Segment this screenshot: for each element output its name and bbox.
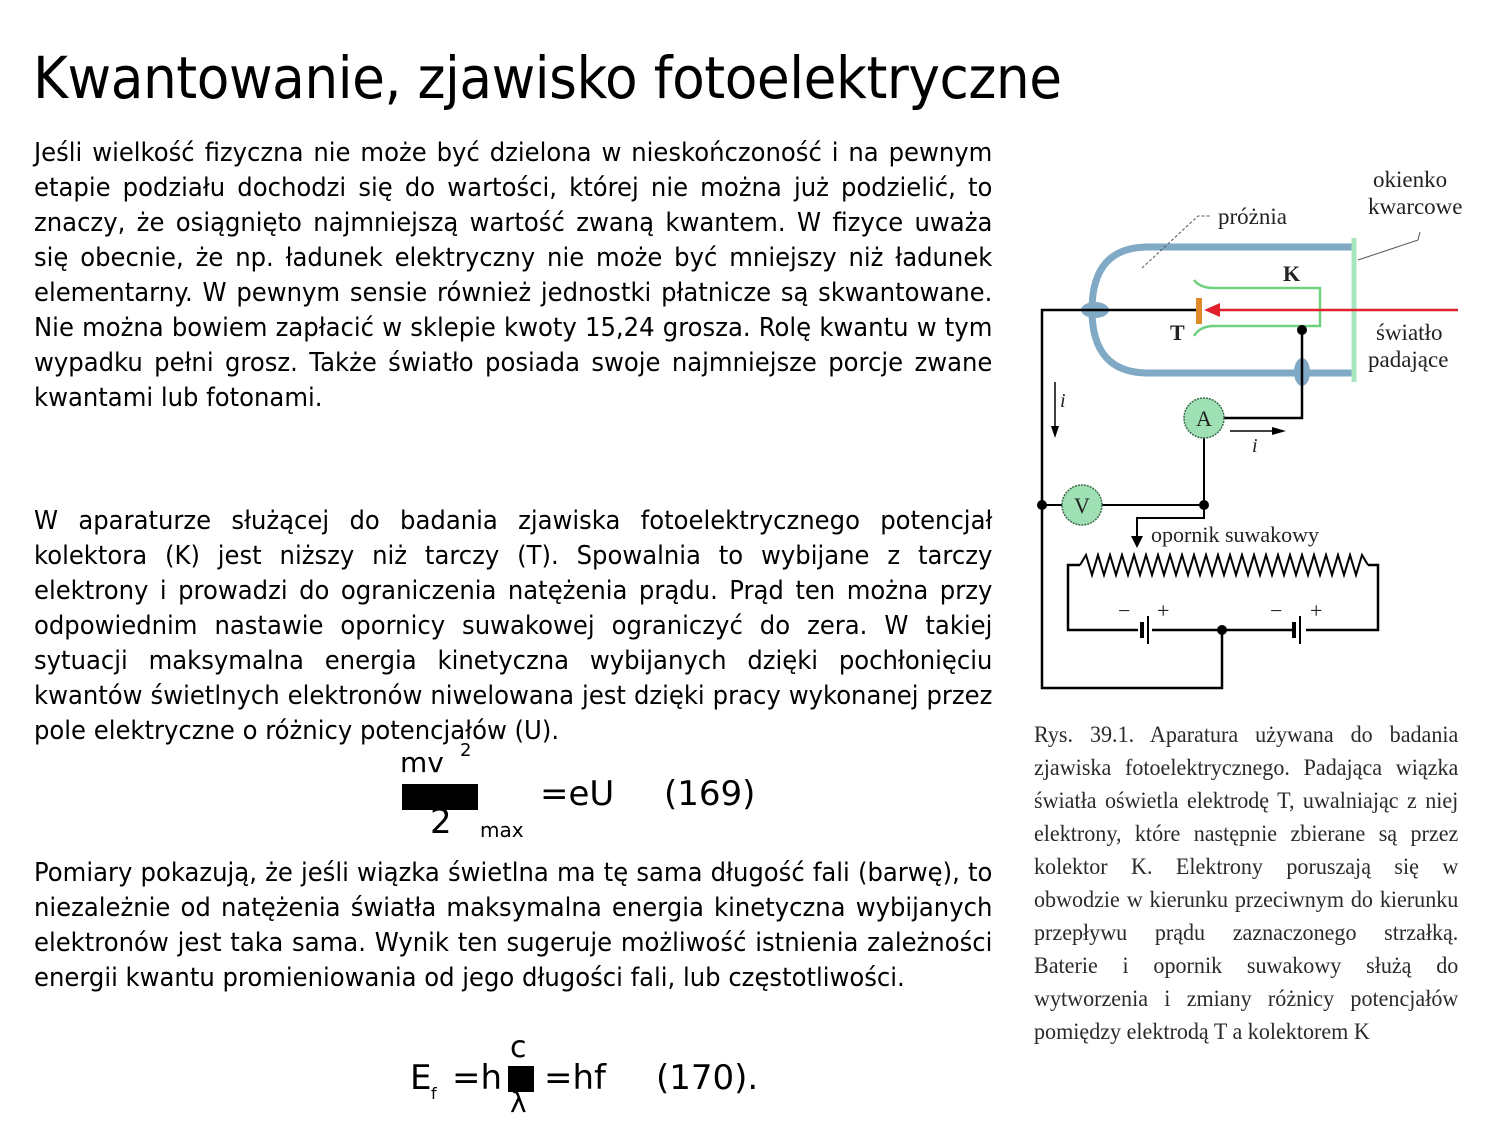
formula-rhs: =eU: [540, 774, 615, 814]
label-plus-right: +: [1310, 598, 1323, 623]
target-electrode: [1196, 298, 1202, 324]
paragraph-apparatus: W aparaturze służącej do badania zjawiska fotoelektrycznego potencjał kolektora (K) jest niższy niż tarczy (T). Spowalnia to wybijane z tarczy elektrony i prowadzi do ograniczenia natężenia prądu. Prąd ten można przy odpowiednim nastawie opornicy suwakowej ograniczyć do zera. W takiej sytuacji maksymalna energia kinetyczna wybijanych dzięki pochłonięciu kwantów świetlnych elektronów niwelowana jest dzięki pracy wykonanej przez pole elektryczne o różnicy potencjałów (U).: [34, 506, 993, 746]
label-plus-left: +: [1157, 598, 1170, 623]
formula-170: [410, 1030, 790, 1125]
slide-title: Kwantowanie, zjawisko fotoelektryczne: [33, 44, 1062, 112]
ammeter: [1184, 398, 1224, 438]
label-window-line2: kwarcowe: [1368, 194, 1463, 219]
formula-lhs-subscript: f: [431, 1084, 437, 1103]
label-window-line1: okienko: [1373, 167, 1448, 192]
label-light-line1: światło: [1376, 320, 1443, 345]
formula-frac-denominator: λ: [510, 1086, 527, 1119]
label-collector: K: [1283, 261, 1301, 286]
vacuum-tube: [1081, 247, 1352, 386]
battery-left: [1140, 616, 1149, 644]
formula-frac-numerator: c: [510, 1030, 527, 1065]
current-arrow-vertical: [1051, 382, 1059, 438]
label-minus-left: −: [1118, 598, 1131, 623]
label-vacuum: próżnia: [1218, 204, 1287, 229]
paragraph-quantization: Jeśli wielkość fizyczna nie może być dzielona w nieskończoność i na pewnym etapie podziału dochodzi się do wartości, której nie można już podzielić, to znaczy, że osiągnięto najmniejszą wartość zwaną kwantem. W fizyce uważa się obecnie, że np. ładunek elektryczny nie może być mniejszy niż ładunek elementarny. W pewnym sensie również jednostki płatnicze są skwantowane. Nie można bowiem zapłacić w sklepie kwoty 15,24 grosza. Rolę kwantu w tym wypadku pełni grosz. Także światło posiada swoje najmniejsze porcje zwane kwantami lub fotonami.: [34, 138, 993, 413]
label-rheostat: opornik suwakowy: [1151, 522, 1320, 547]
equation-number: (169): [664, 774, 756, 814]
battery-right: [1292, 616, 1301, 644]
formula-lhs: E: [410, 1058, 432, 1098]
formula-subscript: max: [480, 818, 524, 842]
paragraph-measurements: Pomiary pokazują, że jeśli wiązka świetlna ma tę sama długość fali (barwę), to niezależnie od natężenia światła maksymalna energia kinetyczna wybijanych elektronów jest taka sama. Wynik ten sugeruje możliwość istnienia zależności energii kwantu promieniowania od jego długości fali, lub częstotliwości.: [34, 858, 993, 993]
photoelectric-apparatus-diagram: [1030, 160, 1500, 710]
formula-eq1: =h: [452, 1058, 503, 1098]
light-beam: [1204, 303, 1458, 317]
label-target: T: [1170, 320, 1185, 345]
label-current-vertical: i: [1060, 390, 1066, 412]
formula-numerator: mv: [400, 746, 444, 779]
label-minus-right: −: [1270, 598, 1283, 623]
formula-exponent: 2: [460, 740, 472, 761]
svg-text:A: A: [1196, 406, 1212, 431]
current-arrow-horizontal: [1230, 427, 1286, 435]
voltmeter: [1062, 485, 1102, 525]
label-current-horizontal: i: [1252, 435, 1258, 457]
equation-number: (170).: [656, 1058, 759, 1098]
formula-169: [400, 740, 780, 846]
formula-rhs: =hf: [544, 1058, 607, 1098]
formula-denominator: 2: [430, 802, 452, 842]
label-light-line2: padające: [1368, 347, 1449, 372]
figure-caption: Rys. 39.1. Aparatura używana do badania zjawiska fotoelektrycznego. Padająca wiązka światła oświetla elektrodę T, uwalniając z niej elektrony, które następnie zbierane są przez kolektor K. Elektrony poruszają się w obwodzie w kierunku przeciwnym do kierunku przepływu prądu zaznaczonego strzałką. Baterie i opornik suwakowy służą do wytworzenia i zmiany różnicy potencjałów pomiędzy elektrodą T a kolektorem K: [1034, 722, 1459, 1044]
svg-text:V: V: [1074, 493, 1090, 518]
slide-rheostat: [1080, 555, 1368, 575]
